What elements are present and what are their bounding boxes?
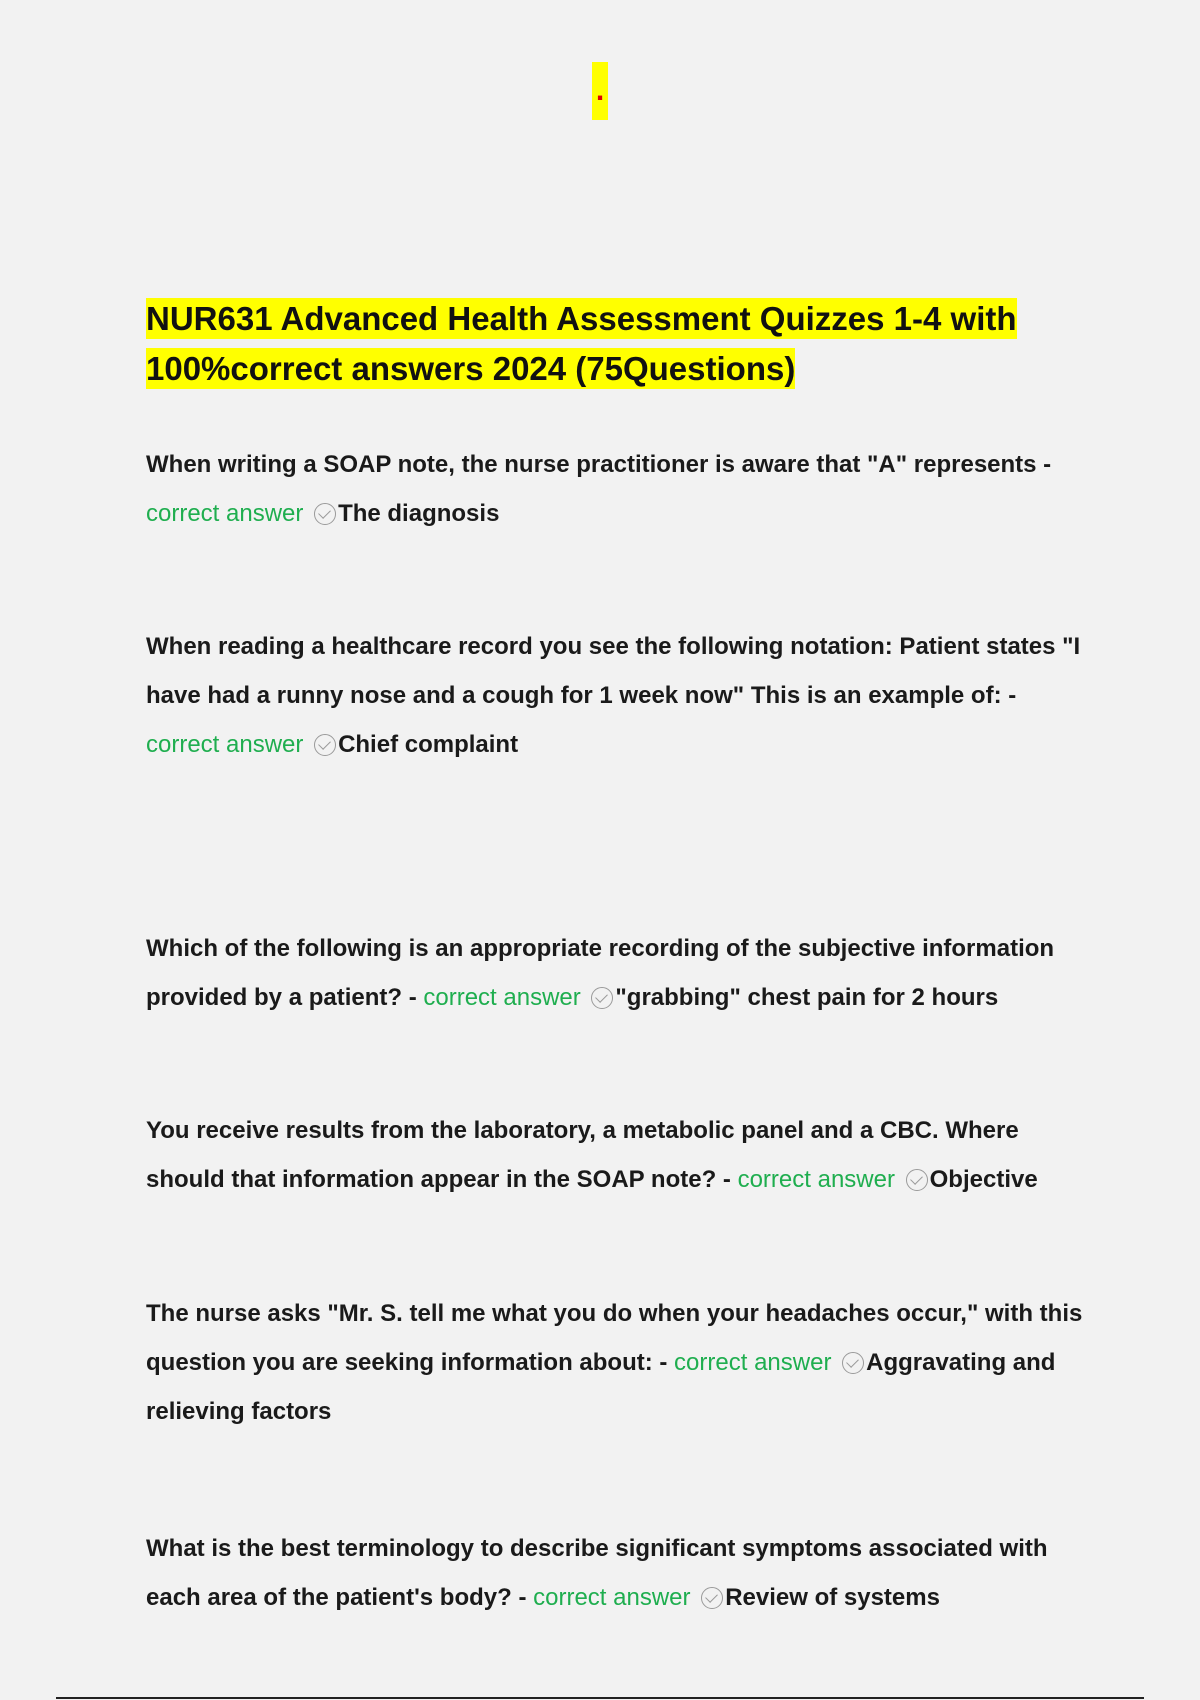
answer-text: Objective	[929, 1166, 1038, 1193]
bottom-divider	[56, 1697, 1144, 1699]
question-text: Which of the following is an appropriate recording of the subjective information provided by a patient? -	[146, 935, 1055, 1011]
question-text: When writing a SOAP note, the nurse practitioner is aware that "A" represents -	[146, 451, 1052, 478]
answer-text: "grabbing" chest pain for 2 hours	[615, 984, 999, 1011]
check-circle-icon	[591, 987, 613, 1009]
qa-item-4	[146, 1106, 1096, 1204]
qa-item-5	[146, 1289, 1096, 1436]
qa-item-3	[146, 924, 1096, 1022]
title-line-2: 100%correct answers 2024 (75Questions)	[146, 350, 796, 387]
title-line-1: NUR631 Advanced Health Assessment Quizzes 1-4 with	[146, 300, 1017, 337]
question-text: The nurse asks "Mr. S. tell me what you do when your headaches occur," with this question you are seeking information about: -	[146, 1300, 1083, 1376]
question-text: You receive results from the laboratory, a metabolic panel and a CBC. Where should that information appear in the SOAP note? -	[146, 1117, 1019, 1193]
check-circle-icon	[314, 503, 336, 525]
correct-answer-label: correct answer	[737, 1166, 895, 1193]
qa-item-6	[146, 1524, 1096, 1622]
correct-answer-label: correct answer	[674, 1349, 832, 1376]
question-text: What is the best terminology to describe significant symptoms associated with each area of the patient's body? -	[146, 1535, 1048, 1611]
check-circle-icon	[314, 734, 336, 756]
question-text: When reading a healthcare record you see the following notation: Patient states "I have had a runny nose and a cough for 1 week now" This is an example of: -	[146, 633, 1081, 709]
answer-text: The diagnosis	[338, 500, 500, 527]
qa-item-1	[146, 440, 1096, 538]
correct-answer-label: correct answer	[146, 500, 304, 527]
qa-item-2	[146, 622, 1096, 769]
check-circle-icon	[906, 1169, 928, 1191]
correct-answer-label: correct answer	[423, 984, 581, 1011]
correct-answer-label: correct answer	[533, 1584, 691, 1611]
correct-answer-label: correct answer	[146, 731, 304, 758]
check-circle-icon	[842, 1352, 864, 1374]
highlighted-dot-mark: .	[592, 62, 608, 120]
answer-text: Aggravating and relieving factors	[146, 1349, 1056, 1425]
answer-text: Review of systems	[725, 1584, 940, 1611]
check-circle-icon	[701, 1587, 723, 1609]
document-title	[146, 294, 1086, 394]
answer-text: Chief complaint	[338, 731, 519, 758]
